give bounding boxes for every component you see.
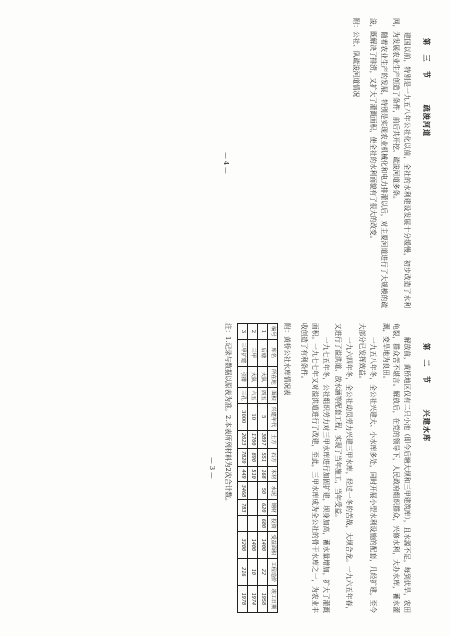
section-2-heading (420, 343, 431, 613)
table-caption: 附：黄桥公社水库情况表 (283, 323, 292, 396)
section-3-heading (420, 38, 431, 308)
table-cell: 449 (238, 466, 248, 482)
table-row (258, 324, 268, 613)
table-cell: 三甲 (248, 339, 258, 366)
table-caption: 附：公社、队疏浚河道情况 (352, 18, 361, 98)
table-header-cell: 编号 (268, 324, 278, 340)
table-header-row (268, 324, 278, 613)
table-cell: 1978 (238, 585, 248, 612)
table-cell: 620 (258, 500, 268, 516)
table-cell: 2 (248, 324, 258, 340)
table-cell: 1958 (258, 585, 268, 612)
table-cell: 1400 (248, 531, 258, 558)
table-cell: 3897 (258, 430, 268, 448)
rotated-content (13, 18, 437, 618)
table-cell: 10 (248, 558, 258, 585)
table-cell: 大队 (258, 366, 268, 387)
table-cell (238, 516, 248, 532)
paragraph: 一九七五年冬，公社组织劳力对三甲水库进行加固扩建，坝身加高，蓄水量增加，扩大了灌溉面积。一九七七年又对溢洪道进行了改建，至此，三甲水库成为全公社的骨干水库之一，为农业丰收创造了有利条件。 (300, 323, 330, 613)
table-cell: 3000 (238, 403, 248, 430)
page-3-content (13, 323, 437, 613)
table-cell: 168 (258, 466, 268, 482)
section-2-number: 第 二 节 (422, 343, 431, 384)
table-cell: 3 (238, 324, 248, 340)
table-cell (248, 500, 258, 516)
table-cell: 四五 (258, 388, 268, 404)
paragraph: 一九六四年冬，全公社动员劳力兴建三甲水库，经过一冬的苦战，大坝合龙。一九六五年春，又进行了溢洪道、放水涵等配套工程，实现了当年施工，当年受益。 (334, 323, 354, 613)
table-cell (248, 482, 258, 500)
table-header-cell: 面积 (268, 388, 278, 404)
table-header-cell: 所在地 (268, 366, 278, 387)
paragraph: 一九五八年冬，全公社兴建大、小水库多处，同时开展小型水利设施的配套，几经扩建，至今大部分已发挥效益。 (358, 323, 377, 613)
table-cell: 后塘 (258, 339, 268, 366)
table-cell: 551 (258, 448, 268, 466)
paragraph: 建国以前，特别是一九五八年公社化以前，全社的水利建设发展十分缓慢，初步改造了水利网，为发展农业生产创造了条件，前后共开挖、疏浚河道多条。 (392, 18, 412, 308)
page-number: — 4 — (222, 152, 231, 174)
table-header-cell: 木材 (268, 466, 278, 482)
page-number: — 3 — (207, 457, 216, 479)
table-cell: 22 (258, 558, 268, 585)
table-header-cell: 兴建年代 (268, 403, 278, 430)
table-header-cell: 土方 (268, 430, 278, 448)
table-header-cell: 投资 (268, 516, 278, 532)
table-note: 注：1.记录与数据以原表为准。2.本表所列材料为2次合计数。 (224, 323, 233, 505)
table-cell: 三甲扩建 (238, 339, 248, 366)
table-cell: 1400 (258, 531, 268, 558)
table-row (248, 324, 258, 613)
table-cell: 890 (248, 448, 258, 466)
table-cell: 510 (248, 466, 258, 482)
table-cell: 783 (238, 500, 248, 516)
table-header-cell: 竣工日期 (268, 585, 278, 612)
table-cell: 1974 (248, 585, 258, 612)
table-header-cell: 石方 (268, 448, 278, 466)
section-2-title: 兴建水库 (422, 409, 431, 443)
table-cell: 1700 (248, 430, 258, 448)
table-cell: 50 (258, 482, 268, 500)
table-cell: 216 (238, 558, 248, 585)
table-cell: 10 (248, 403, 258, 430)
table-header-cell: 库名 (268, 339, 278, 366)
table-cell: 7820 (238, 448, 248, 466)
section-3-title: 疏浚河道 (422, 104, 431, 138)
reservoir-table (237, 323, 278, 613)
table-header-cell: 水泥 (268, 482, 278, 500)
paragraph: 解放前，黄桥地区仅有二只小池（即今后塘大坝和三甲建筑库），且水源不足，每到伏旱，农田龟裂，群众苦不堪言。解放后，在党的领导下，人民政府组织群众，兴修水利，大办水库，蓄水灌溉，变旱地为良田。 (381, 323, 412, 613)
table-cell: 三孔 (238, 388, 248, 404)
table-cell: 大队 (248, 366, 258, 387)
table-cell (248, 516, 258, 532)
table-cell: 5 (258, 403, 268, 430)
table-cell: 六五 (248, 388, 258, 404)
table-cell: 2023 (238, 430, 248, 448)
table-cell: 3200 (238, 531, 248, 558)
table-header-cell: 工程造价 (268, 558, 278, 585)
section-3-number: 第 三 节 (422, 38, 431, 79)
table-cell: 引排 (238, 366, 248, 387)
table-cell: 3468 (238, 482, 248, 500)
table-header-cell: 钢材 (268, 500, 278, 516)
page-4-content (13, 18, 437, 308)
table-row (238, 324, 248, 613)
table-cell: 680 (258, 516, 268, 532)
blank-space (237, 18, 347, 308)
table-cell: 1 (258, 324, 268, 340)
paragraph: 随着农业生产的发展，特别是实现农业机械化和电力排灌以后，对主要河道进行了大规模的疏浚，既解决了排涝，又扩大了灌溉面积，使全社的水利面貌有了很大的改变。 (368, 18, 388, 308)
table-header-cell: 受益面积 (268, 531, 278, 558)
